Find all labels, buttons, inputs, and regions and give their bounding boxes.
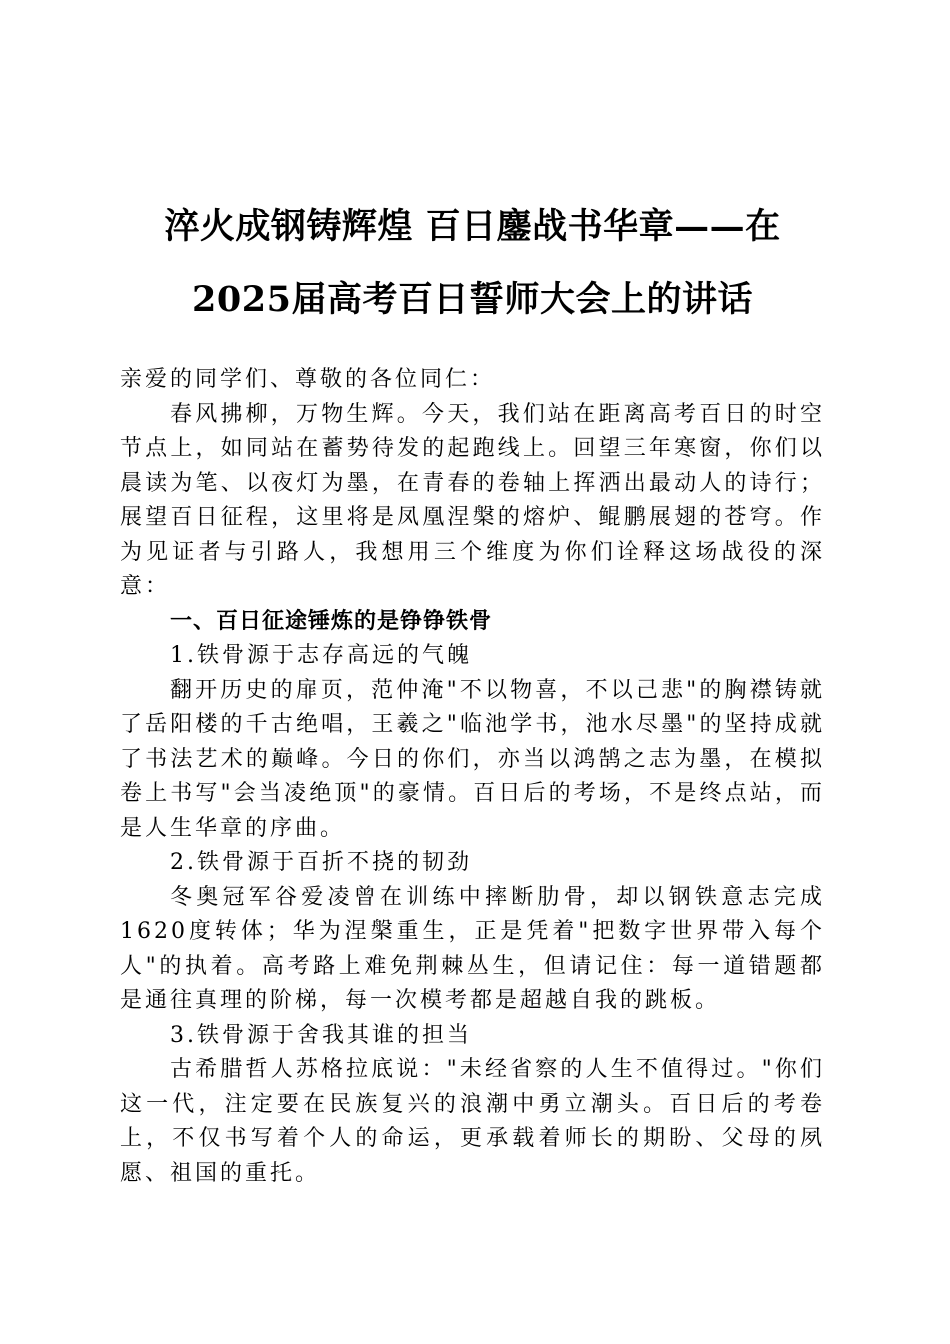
document-title: 淬火成钢铸辉煌 百日鏖战书华章——在2025届高考百日誓师大会上的讲话 bbox=[164, 206, 781, 320]
paragraph-3: 古希腊哲人苏格拉底说："未经省察的人生不值得过。"你们这一代，注定要在民族复兴的浪潮中勇立潮头。百日后的考卷上，不仅书写着个人的命运，更承载着师长的期盼、父母的夙愿、祖国的重托。 bbox=[120, 1057, 825, 1186]
document-body bbox=[120, 363, 825, 1191]
salutation: 亲爱的同学们、尊敬的各位同仁： bbox=[120, 367, 496, 392]
subheading-2: 2.铁骨源于百折不挠的韧劲 bbox=[170, 850, 472, 875]
section-heading: 一、百日征途锤炼的是铮铮铁骨 bbox=[170, 608, 493, 634]
intro-paragraph: 春风拂柳，万物生辉。今天，我们站在距离高考百日的时空节点上，如同站在蓄势待发的起跑线上。回望三年寒窗，你们以晨读为笔、以夜灯为墨，在青春的卷轴上挥洒出最动人的诗行；展望百日征程，这里将是凤凰涅槃的熔炉、鲲鹏展翅的苍穹。作为见证者与引路人，我想用三个维度为你们诠释这场战役的深意： bbox=[120, 401, 825, 599]
document-page bbox=[120, 190, 825, 1191]
paragraph-1: 翻开历史的扉页，范仲淹"不以物喜，不以己悲"的胸襟铸就了岳阳楼的千古绝唱，王羲之"临池学书，池水尽墨"的坚持成就了书法艺术的巅峰。今日的你们，亦当以鸿鹄之志为墨，在模拟卷上书写"会当凌绝顶"的豪情。百日后的考场，不是终点站，而是人生华章的序曲。 bbox=[120, 677, 825, 841]
paragraph-2: 冬奥冠军谷爱凌曾在训练中摔断肋骨，却以钢铁意志完成1620度转体；华为涅槃重生，正是凭着"把数字世界带入每个人"的执着。高考路上难免荆棘丛生，但请记住：每一道错题都是通往真理的阶梯，每一次模考都是超越自我的跳板。 bbox=[120, 884, 825, 1013]
subheading-3: 3.铁骨源于舍我其谁的担当 bbox=[170, 1022, 472, 1048]
subheading-1: 1.铁骨源于志存高远的气魄 bbox=[170, 643, 472, 668]
